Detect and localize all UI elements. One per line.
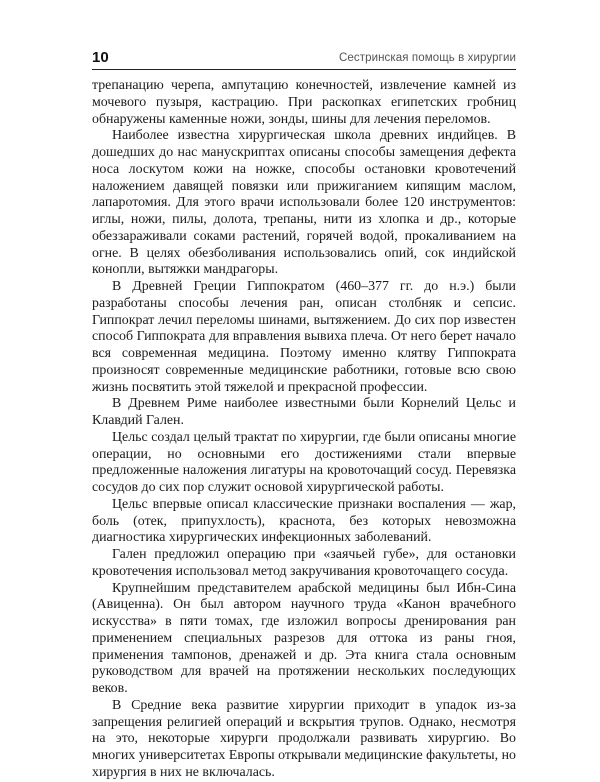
paragraph-celsus-treatise: Цельс создал целый трактат по хирургии, где были описаны многие операции, но основными его достижениями стали впервые предложенные наложения лигатуры на кровоточащий сосуд. Перевязка сосудов до сих пор служит основой хирургической работы. <box>92 429 516 495</box>
paragraph-middle-ages: В Средние века развитие хирургии приходит в упадок из-за запрещения религией операций и вскрытия трупов. Однако, несмотря на это, некоторые хирурги продолжали развивать хирургию. Во многих университетах Европы открывали медицинские факультеты, но хирургия в них не включалась. <box>92 697 516 780</box>
paragraph-celsus-inflammation: Цельс впервые описал классические признаки воспаления — жар, боль (отек, припухлость), краснота, без которых невозможна диагностика хирургических инфекционных заболеваний. <box>92 496 516 546</box>
header-rule <box>92 69 516 70</box>
paragraph-india: Наиболее известна хирургическая школа древних индийцев. В дошедших до нас манускриптах описаны способы замещения дефекта носа лоскутом кожи на ножке, способы остановки кровотечений наложением давящей повязки или прижиганием кипящим маслом, лапаротомия. Для этого врачи использовали более 120 инструментов: иглы, ножи, пилы, долота, трепаны, нити из хлопка и др., которые обеззараживали соками растений, горячей водой, прокаливанием на огне. В целях обезболивания использовались опий, сок индийской конопли, вытяжки мандрагоры. <box>92 128 516 278</box>
page-number: 10 <box>92 49 109 66</box>
running-title: Сестринская помощь в хирургии <box>338 52 516 64</box>
page-header <box>92 49 516 67</box>
paragraph-greece: В Древней Греции Гиппократом (460–377 гг. до н.э.) были разработаны способы лечения ран, описан столбняк и сепсис. Гиппократ лечил переломы шинами, вытяжением. До сих пор известен способ Гиппократа для вправления вывиха плеча. От него берет начало вся современная медицина. Поэтому именно клятву Гиппократа произносят современные медицинские работники, готовые всю свою жизнь посвятить этой тяжелой и прекрасной профессии. <box>92 279 516 395</box>
body-text <box>92 78 516 782</box>
paragraph-galen: Гален предложил операцию при «заячьей губе», для остановки кровотечения использовал метод закручивания кровоточащего сосуда. <box>92 547 516 579</box>
paragraph-rome: В Древнем Риме наиболее известными были Корнелий Цельс и Клавдий Гален. <box>92 396 516 428</box>
paragraph-avicenna: Крупнейшим представителем арабской медицины был Ибн-Сина (Авиценна). Он был автором научного труда «Канон врачебного искусства» в пяти томах, где изложил вопросы дренирования ран применением специальных разрезов для оттока из раны гноя, применения тампонов, дренажей и др. Эта книга стала основным руководством для врачей на протяжении нескольких последующих веков. <box>92 580 516 696</box>
paragraph-continued: трепанацию черепа, ампутацию конечностей, извлечение камней из мочевого пузыря, кастрацию. При раскопках египетских гробниц обнаружены каменные ножи, зонды, шины для лечения переломов. <box>92 78 516 127</box>
